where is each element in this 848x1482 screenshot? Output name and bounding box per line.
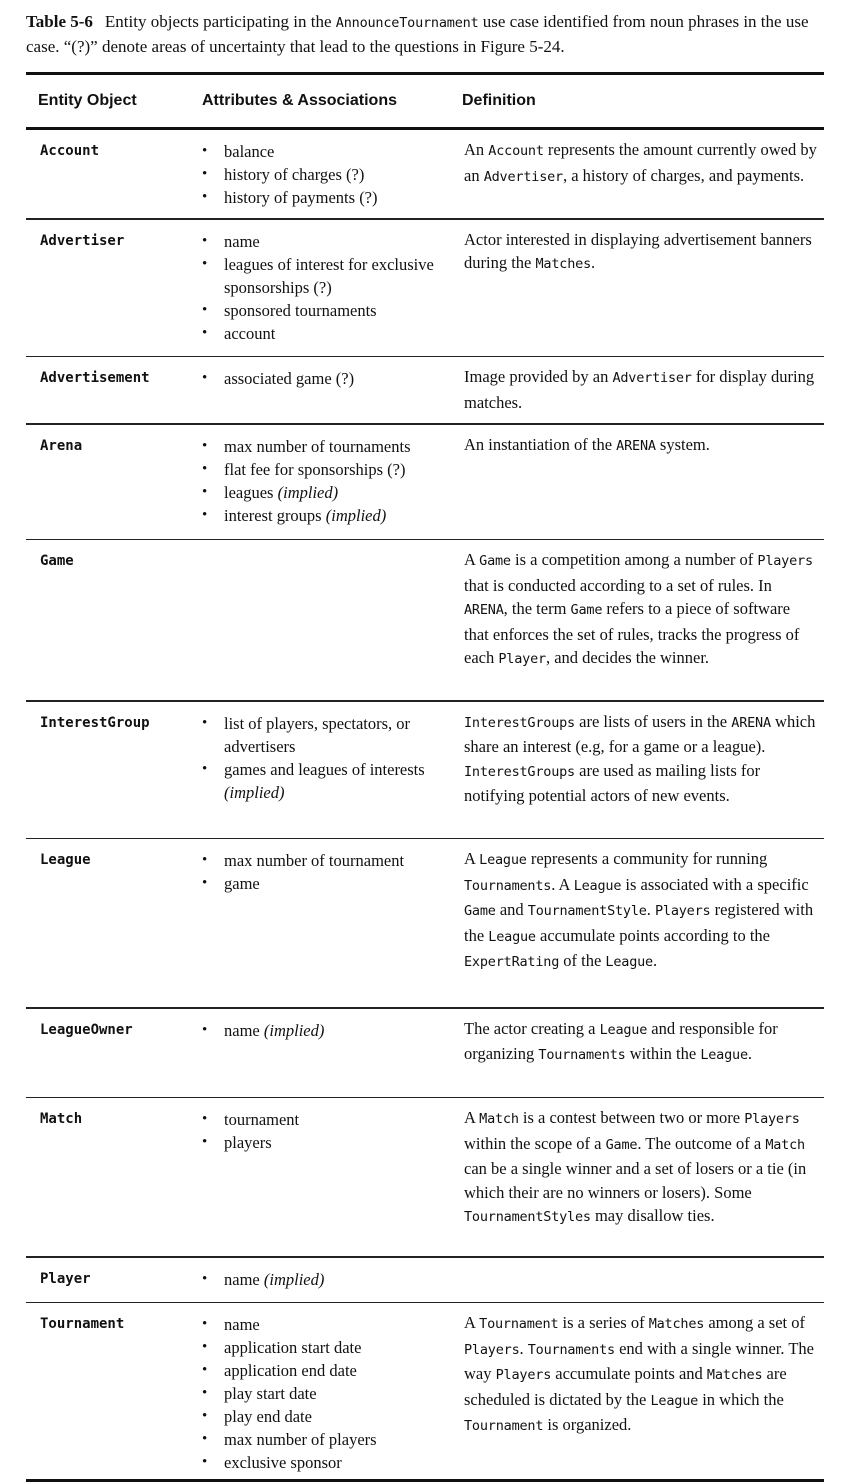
attributes-list bbox=[200, 230, 464, 345]
definition-cell bbox=[464, 1303, 824, 1479]
entity-name: Advertiser bbox=[40, 232, 125, 249]
entity-name: League bbox=[40, 852, 91, 868]
attribute-text: associated game (?) bbox=[224, 369, 355, 388]
attribute-item bbox=[200, 712, 464, 758]
attribute-text: interest groups bbox=[224, 505, 326, 525]
attribute-item bbox=[200, 1451, 464, 1474]
entity-name: Advertisement bbox=[40, 370, 150, 386]
definition-text: within the bbox=[625, 1044, 701, 1063]
attribute-item bbox=[200, 1313, 464, 1336]
attribute-text: flat fee for sponsorships (?) bbox=[224, 459, 406, 479]
definition-text: . A bbox=[551, 874, 574, 894]
attribute-item bbox=[200, 322, 464, 345]
definition-code: Tournament bbox=[464, 1418, 544, 1434]
attribute-item bbox=[200, 1382, 464, 1405]
definition-code: Advertiser bbox=[612, 370, 692, 386]
attribute-text: max number of players bbox=[224, 1430, 377, 1449]
definition-text: An instantiation of the bbox=[464, 434, 617, 454]
attribute-item bbox=[200, 367, 464, 390]
attribute-text: account bbox=[224, 323, 276, 343]
attribute-item bbox=[200, 1359, 464, 1382]
attributes-cell bbox=[200, 1258, 464, 1302]
attributes-list bbox=[200, 1268, 464, 1291]
attributes-cell bbox=[200, 1303, 464, 1479]
attribute-text: games and leagues of interests bbox=[224, 759, 425, 779]
table-row bbox=[26, 357, 824, 423]
attribute-text: name bbox=[224, 1269, 264, 1289]
definition-text: A bbox=[464, 849, 480, 868]
definition-code: Players bbox=[464, 1341, 520, 1358]
attributes-list bbox=[200, 435, 464, 527]
attribute-text: application start date bbox=[224, 1338, 362, 1357]
attribute-text: name bbox=[224, 1315, 260, 1334]
attribute-text: max number of tournaments bbox=[224, 436, 411, 456]
table-label: Table 5-6 bbox=[26, 12, 93, 31]
definition-text: A bbox=[464, 1313, 480, 1332]
definition-code: Matches bbox=[535, 256, 591, 272]
attribute-item bbox=[200, 1131, 464, 1154]
attribute-item bbox=[200, 1108, 464, 1131]
definition-cell bbox=[464, 540, 824, 700]
definition-code: Tournaments bbox=[538, 1047, 626, 1063]
caption-code: AnnounceTournament bbox=[335, 15, 479, 31]
attribute-text: history of charges (?) bbox=[224, 165, 365, 184]
definition-cell bbox=[464, 425, 824, 539]
attribute-note: (implied) bbox=[263, 1020, 325, 1040]
document-page bbox=[26, 10, 824, 1482]
definition-cell bbox=[464, 220, 824, 356]
entity-name: LeagueOwner bbox=[40, 1021, 133, 1038]
attributes-cell bbox=[200, 839, 464, 1007]
attribute-text: game bbox=[224, 874, 260, 893]
entity-name: Tournament bbox=[40, 1316, 125, 1332]
definition-code: League bbox=[700, 1047, 748, 1063]
definition-text: is a competition among a number of bbox=[510, 550, 758, 569]
attribute-item bbox=[200, 186, 464, 209]
definition-code: ARENA bbox=[731, 714, 771, 731]
definition-code: ExpertRating bbox=[464, 954, 560, 970]
definition-text: represents the amount currently owed by an bbox=[464, 140, 817, 185]
attribute-text: play start date bbox=[224, 1384, 317, 1403]
attribute-item bbox=[200, 849, 464, 872]
definition-text: can be a single winner and a set of losers or a tie (in which their are no winners or losers). Some bbox=[464, 1159, 807, 1202]
definition-text: is a series of bbox=[558, 1313, 649, 1332]
definition-text: Actor interested in displaying advertisement banners during the bbox=[464, 229, 812, 272]
attributes-cell bbox=[200, 357, 464, 423]
definition-cell bbox=[464, 702, 824, 838]
definition-text: . bbox=[519, 1338, 528, 1358]
table-row bbox=[26, 839, 824, 1007]
definition-code: ARENA bbox=[464, 602, 504, 618]
entity-name: Arena bbox=[40, 437, 83, 454]
attribute-text: players bbox=[224, 1133, 272, 1152]
definition-text: , a history of charges, and payments. bbox=[562, 165, 805, 185]
attribute-item bbox=[200, 1405, 464, 1428]
header-entity-object: Entity Object bbox=[38, 92, 137, 109]
definition-text: within the scope of a bbox=[464, 1133, 606, 1153]
attribute-item bbox=[200, 458, 464, 481]
table-row bbox=[26, 702, 824, 838]
definition-code: Tournaments bbox=[464, 877, 552, 894]
attribute-note: (implied) bbox=[224, 782, 285, 802]
definition-text: . bbox=[747, 1044, 753, 1063]
table-row bbox=[26, 130, 824, 218]
attribute-note: (implied) bbox=[325, 505, 387, 525]
definition-code: Game bbox=[479, 553, 511, 569]
definition-code: InterestGroups bbox=[464, 763, 575, 780]
definition-text: accumulate points and bbox=[551, 1364, 707, 1383]
attribute-item bbox=[200, 230, 464, 253]
definition-cell bbox=[464, 1258, 824, 1302]
definition-text: in which the bbox=[698, 1389, 784, 1409]
attribute-note: (implied) bbox=[263, 1269, 325, 1289]
definition-text: and responsible for organizing bbox=[464, 1018, 778, 1063]
definition-code: ARENA bbox=[616, 437, 656, 454]
attribute-text: play end date bbox=[224, 1407, 312, 1426]
definition-text: The actor creating a bbox=[464, 1018, 600, 1038]
table-row bbox=[26, 1098, 824, 1256]
definition-text: for display during matches. bbox=[464, 367, 815, 412]
definition-text: are scheduled is dictated by the bbox=[464, 1364, 787, 1409]
attribute-item bbox=[200, 253, 464, 299]
table-row bbox=[26, 1303, 824, 1479]
attributes-cell bbox=[200, 1009, 464, 1097]
attribute-item bbox=[200, 481, 464, 504]
definition-code: Players bbox=[495, 1367, 552, 1383]
definition-text: . bbox=[591, 253, 596, 272]
attribute-text: name bbox=[224, 231, 260, 251]
definition-code: Players bbox=[757, 553, 813, 569]
definition-code: Advertiser bbox=[483, 168, 563, 185]
definition-code: Matches bbox=[706, 1367, 763, 1383]
definition-text: refers to a piece of software that enforces the set of rules, tracks the progress of each bbox=[464, 599, 800, 667]
definition-text: end with a single winner. The way bbox=[464, 1338, 814, 1383]
definition-cell bbox=[464, 1098, 824, 1256]
header-attributes: Attributes & Associations bbox=[202, 92, 397, 109]
attribute-item bbox=[200, 1019, 464, 1042]
attribute-item bbox=[200, 1268, 464, 1291]
attribute-text: max number of tournament bbox=[224, 851, 405, 870]
attributes-cell bbox=[200, 702, 464, 838]
entity-name: Account bbox=[40, 143, 100, 159]
attributes-list bbox=[200, 712, 464, 804]
attributes-list bbox=[200, 1108, 464, 1154]
attribute-text: leagues of interest for exclusive sponsorships (?) bbox=[224, 254, 434, 297]
definition-cell bbox=[464, 130, 824, 218]
attributes-list bbox=[200, 1019, 464, 1042]
definition-code: League bbox=[605, 954, 653, 970]
attribute-text: name bbox=[224, 1020, 264, 1040]
table-caption bbox=[26, 10, 824, 58]
attributes-list bbox=[200, 1313, 464, 1474]
definition-code: InterestGroups bbox=[464, 714, 575, 731]
attributes-cell bbox=[200, 540, 464, 700]
definition-text: system. bbox=[655, 434, 710, 454]
definition-text: is a contest between two or more bbox=[518, 1108, 745, 1127]
attribute-item bbox=[200, 1336, 464, 1359]
table-row bbox=[26, 540, 824, 700]
entity-name: InterestGroup bbox=[40, 714, 150, 731]
definition-text: Image provided by an bbox=[464, 367, 613, 386]
definition-text: accumulate points according to the bbox=[535, 925, 771, 945]
definition-code: Players bbox=[744, 1111, 800, 1127]
caption-text-before: Entity objects participating in the bbox=[104, 12, 336, 31]
definition-text: and bbox=[495, 900, 528, 919]
definition-code: Account bbox=[488, 143, 544, 159]
definition-code: TournamentStyles bbox=[464, 1209, 591, 1225]
definition-code: League bbox=[479, 852, 527, 868]
table-row bbox=[26, 1009, 824, 1097]
table-row bbox=[26, 425, 824, 539]
definition-text: A bbox=[464, 1108, 480, 1127]
attributes-cell bbox=[200, 1098, 464, 1256]
table-row bbox=[26, 220, 824, 356]
attribute-item bbox=[200, 872, 464, 895]
definition-code: Game bbox=[605, 1136, 638, 1153]
attribute-item bbox=[200, 140, 464, 163]
definition-text: are lists of users in the bbox=[575, 711, 732, 731]
definition-text: may disallow ties. bbox=[590, 1206, 715, 1225]
definition-text: represents a community for running bbox=[526, 849, 768, 868]
definition-text: of the bbox=[559, 951, 606, 970]
attribute-item bbox=[200, 1428, 464, 1451]
attribute-item bbox=[200, 299, 464, 322]
definition-code: Matches bbox=[648, 1316, 705, 1332]
attributes-cell bbox=[200, 220, 464, 356]
definition-code: TournamentStyle bbox=[527, 903, 647, 919]
definition-text: , and decides the winner. bbox=[545, 648, 710, 667]
definition-code: League bbox=[488, 928, 536, 945]
definition-text: An bbox=[464, 140, 489, 159]
definition-text: among a set of bbox=[704, 1313, 806, 1332]
attributes-cell bbox=[200, 130, 464, 218]
attributes-cell bbox=[200, 425, 464, 539]
table-header bbox=[26, 75, 824, 127]
attribute-text: balance bbox=[224, 142, 275, 161]
attribute-item bbox=[200, 504, 464, 527]
definition-code: Match bbox=[479, 1111, 519, 1127]
attribute-text: application end date bbox=[224, 1361, 357, 1380]
entity-name: Match bbox=[40, 1111, 83, 1127]
definition-cell bbox=[464, 357, 824, 423]
definition-code: League bbox=[599, 1021, 648, 1038]
definition-cell bbox=[464, 839, 824, 1007]
definition-code: Tournaments bbox=[527, 1341, 615, 1358]
attribute-item bbox=[200, 758, 464, 804]
attribute-text: history of payments (?) bbox=[224, 188, 378, 207]
definition-code: Player bbox=[498, 651, 546, 667]
definition-text: is associated with a specific bbox=[621, 874, 809, 894]
definition-text: . The outcome of a bbox=[637, 1133, 766, 1153]
attribute-item bbox=[200, 435, 464, 458]
definition-code: League bbox=[573, 877, 622, 894]
definition-code: Tournament bbox=[479, 1316, 559, 1332]
definition-code: Game bbox=[464, 903, 496, 919]
definition-cell bbox=[464, 1009, 824, 1097]
attribute-text: leagues bbox=[224, 482, 278, 502]
definition-code: Match bbox=[765, 1136, 805, 1153]
attribute-item bbox=[200, 163, 464, 186]
table-row bbox=[26, 1258, 824, 1302]
definition-text: registered with the bbox=[464, 900, 814, 945]
definition-text: . bbox=[646, 900, 655, 919]
definition-code: League bbox=[650, 1392, 699, 1409]
attribute-text: sponsored tournaments bbox=[224, 300, 377, 320]
attribute-text: list of players, spectators, or advertisers bbox=[224, 713, 411, 756]
entity-name: Game bbox=[40, 553, 74, 569]
attributes-list bbox=[200, 140, 464, 209]
definition-text: A bbox=[464, 550, 480, 569]
attribute-text: tournament bbox=[224, 1110, 300, 1129]
attribute-text: exclusive sponsor bbox=[224, 1453, 342, 1472]
definition-code: Players bbox=[654, 903, 711, 919]
entity-name: Player bbox=[40, 1270, 91, 1287]
attributes-list bbox=[200, 849, 464, 895]
definition-text: that is conducted according to a set of rules. In bbox=[464, 575, 772, 595]
attributes-list bbox=[200, 367, 464, 390]
header-definition: Definition bbox=[462, 92, 536, 109]
table-body bbox=[26, 130, 824, 1482]
definition-text: , the term bbox=[503, 599, 571, 618]
definition-text: is organized. bbox=[543, 1415, 632, 1434]
definition-text: . bbox=[653, 951, 658, 970]
definition-code: Game bbox=[570, 602, 603, 618]
attribute-note: (implied) bbox=[277, 482, 339, 502]
caption-text-after: use case identified from noun phrases in the use case. “(?)” denote areas of uncertainty that lead to the questions in Figure 5-24. bbox=[26, 12, 809, 56]
definition-text: which share an interest (e.g, for a game or a league). bbox=[464, 711, 816, 756]
definition-text: are used as mailing lists for notifying potential actors of new events. bbox=[464, 760, 761, 805]
